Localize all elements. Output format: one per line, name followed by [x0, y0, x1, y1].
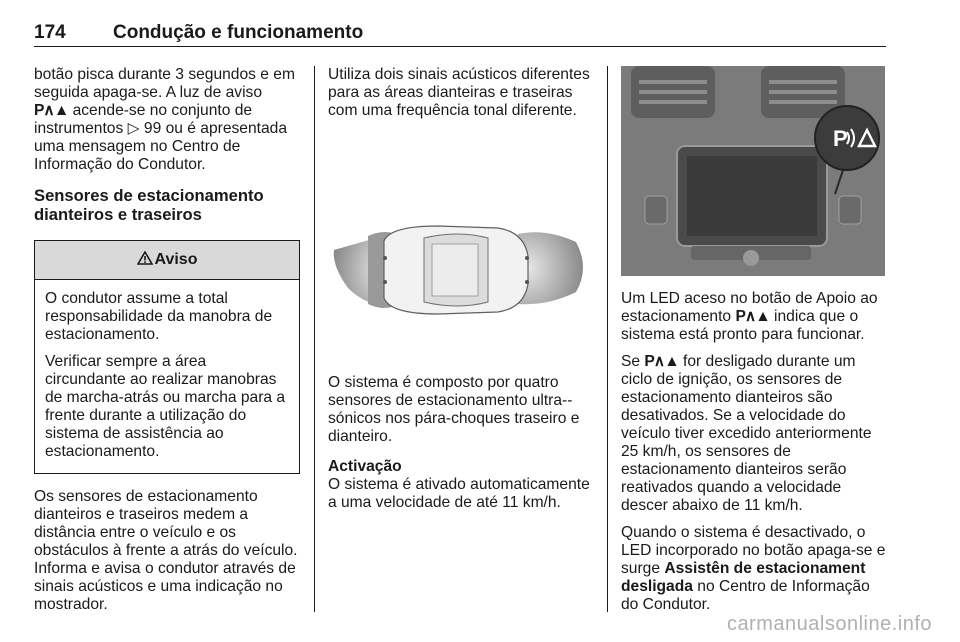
- park-assist-symbol: P∧▲: [34, 102, 69, 119]
- activation-heading: Activação: [328, 458, 402, 475]
- column-left: [34, 66, 300, 623]
- page-header: [34, 8, 886, 47]
- warning-title: Aviso: [154, 251, 198, 268]
- paragraph-led-ready: Um LED aceso no botão de Apoio ao estacionamento P∧▲ indica que o sistema está pronto para funcionar.: [621, 290, 878, 343]
- column-middle: [328, 66, 594, 129]
- paragraph-acoustic-signals: Utiliza dois sinais acústicos diferentes para as áreas dianteiras e traseiras com uma frequência tonal diferente.: [328, 66, 590, 119]
- column-divider: [607, 66, 608, 612]
- warning-text-1: O condutor assume a total responsabilidade da manobra de estacionamento.: [45, 290, 273, 343]
- paragraph-led-blink: botão pisca durante 3 segundos e em seguida apaga-se. A luz de aviso P∧▲ acende-se no conjunto de instrumentos ▷ 99 ou é apresentada uma mensagem no Centro de Informação do Condutor.: [34, 66, 295, 173]
- column-divider: [314, 66, 315, 612]
- column-right: [621, 290, 889, 623]
- column-middle-lower: [328, 374, 594, 521]
- paragraph-system-composition: O sistema é composto por quatro sensores de estacionamento ultra--sónicos nos pára-choques traseiro e dianteiro.: [328, 374, 580, 445]
- paragraph-deactivation: Se P∧▲ for desligado durante um ciclo de ignição, os sensores de estacionamento dianteiros são desativados. Se a velocidade do veículo tiver excedido anteriormente 25 km/h, os sensores de estacionamento dianteiros serão reativados quando a velocidade descer abaixo de 11 km/h.: [621, 353, 872, 514]
- page-reference: ▷ 99: [127, 120, 162, 137]
- park-assist-symbol: P∧▲: [735, 308, 770, 325]
- page-number: 174: [34, 22, 66, 43]
- chapter-title: Condução e funcionamento: [113, 22, 364, 43]
- paragraph-sensors-info: Os sensores de estacionamento dianteiros e traseiros medem a distância entre o veículo e os obstáculos à frente a atrás do veículo. Informa e avisa o condutor através de sinais acústicos e uma indicação no mostrador.: [34, 488, 298, 613]
- svg-text:P: P: [833, 126, 848, 151]
- dic-message: Assistên de estacionament desligada: [621, 560, 866, 595]
- dashboard-button-illustration: [621, 66, 885, 276]
- warning-triangle-icon: [137, 251, 153, 269]
- paragraph-activation: O sistema é ativado automaticamente a uma velocidade de até 11 km/h.: [328, 476, 590, 511]
- watermark: carmanualsonline.info: [726, 613, 932, 635]
- warning-text-2: Verificar sempre a área circundante ao realizar manobras de marcha-atrás ou marcha para a frente durante a utilização do sistema de assistência ao estacionamento.: [45, 353, 286, 460]
- warning-box: [34, 240, 300, 474]
- car-top-view: [383, 226, 529, 314]
- park-assist-symbol: P∧▲: [644, 353, 679, 370]
- warning-header: [35, 241, 299, 280]
- sensor-zones-illustration: [328, 146, 594, 358]
- paragraph-led-off: Quando o sistema é desactivado, o LED incorporado no botão apaga-se e surge Assistên de estacionament desligada no Centro de Informação do Condutor.: [621, 524, 886, 613]
- warning-body: [35, 280, 299, 473]
- section-heading: Sensores de estacionamento dianteiros e traseiros: [34, 186, 264, 224]
